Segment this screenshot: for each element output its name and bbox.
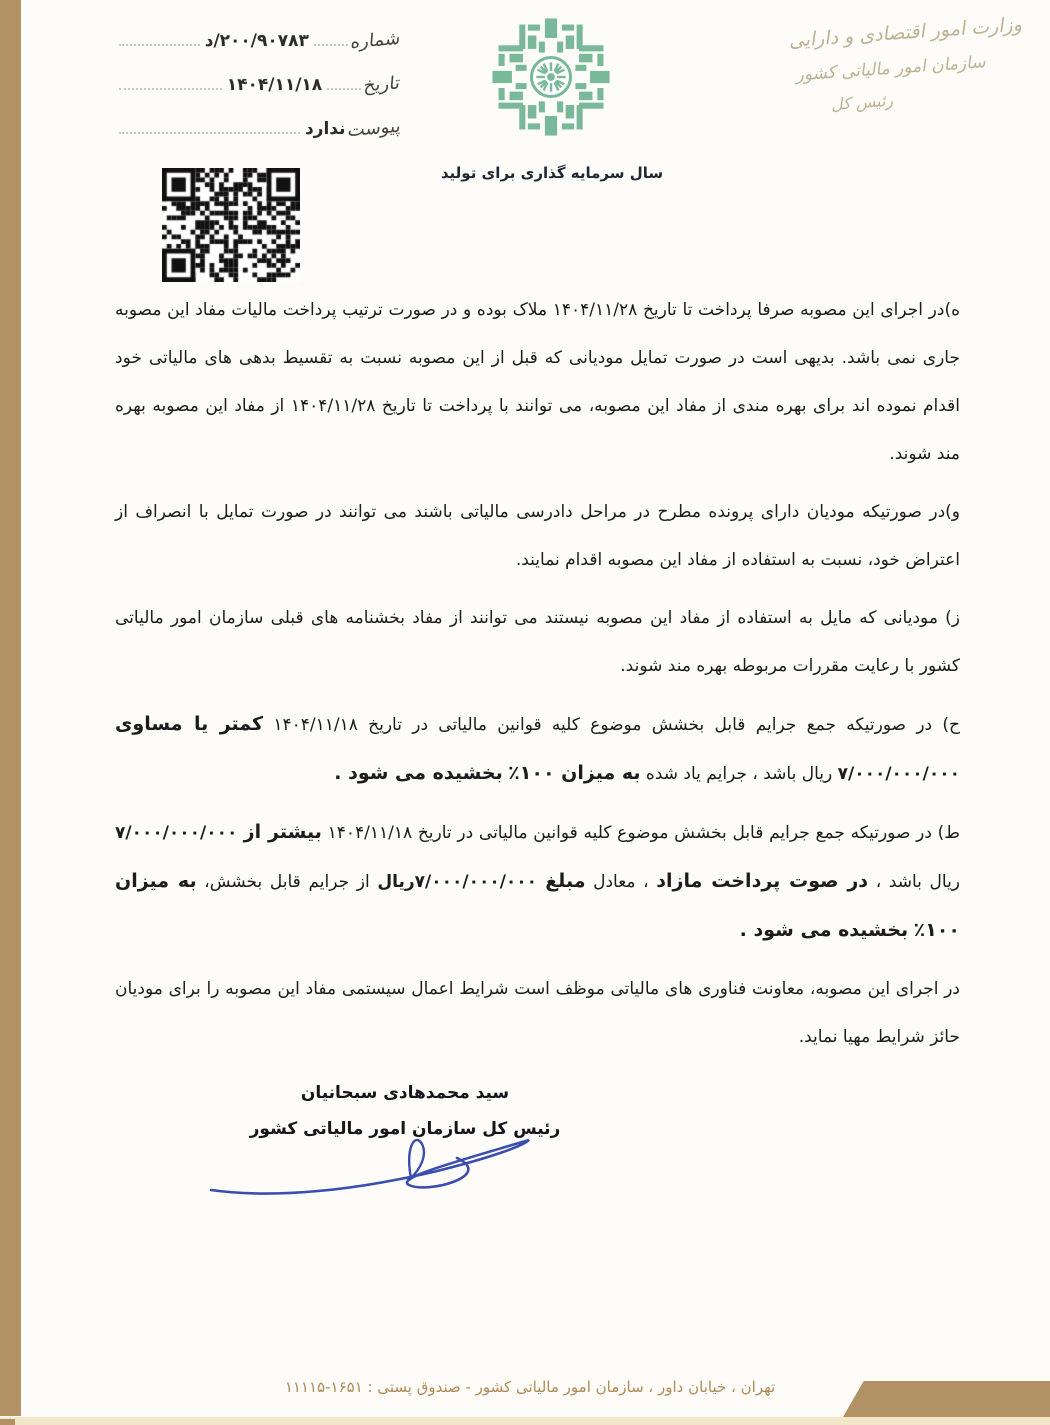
date-label: تاریخ xyxy=(363,72,402,97)
paragraph: و)در صورتیکه مودیان دارای پرونده مطرح در مراحل دادرسی مالیاتی باشند می توانند در صورت تمایل با انصراف از اعتراض خود، نسبت به استفاده از مفاد این مصوبه اقدام نمایند. xyxy=(115,502,960,570)
paragraph: در اجرای این مصوبه، معاونت فناوری های مالیاتی موظف است شرایط اعمال سیستمی مفاد این مصوبه را برای مودیان حائز شرایط مهیا نماید. xyxy=(115,979,960,1047)
role-title: رئیس کل xyxy=(830,90,896,115)
attachment-value: ندارد xyxy=(304,118,346,139)
dotted-line xyxy=(119,70,222,90)
handwritten-signature xyxy=(205,1102,535,1202)
field-row-date xyxy=(116,70,400,97)
number-label: شماره xyxy=(349,27,402,53)
campaign-slogan: سال سرمایه گذاری برای تولید xyxy=(440,164,664,182)
signatory-name: سید محمدهادی سبحانیان xyxy=(300,1083,510,1103)
ministry-name: وزارت امور اقتصادی و دارایی xyxy=(788,13,1025,52)
number-value: ۲۰۰/۹۰۷۸۳/د xyxy=(204,30,309,51)
tax-administration-logo-icon xyxy=(482,16,620,138)
field-row-number xyxy=(116,26,400,53)
left-edge-bar xyxy=(0,0,21,1416)
paragraph: ه)در اجرای این مصوبه صرفا پرداخت تا تاریخ ۱۴۰۴/۱۱/۲۸ ملاک بوده و در صورت ترتیب پرداخت مالیات مفاد این مصوبه جاری نمی باشد. بدیهی است در صورت تمایل مودیانی که قبل از این مصوبه نسبت به تقسیط بدهی های مالیاتی خود اقدام نموده اند برای بهره مندی از مفاد این مصوبه، می توانند با پرداخت تا تاریخ ۱۴۰۴/۱۱/۲۸ از مفاد این مصوبه بهره مند شوند. xyxy=(115,300,961,464)
paragraph: ط) در صورتیکه جمع جرایم قابل بخشش موضوع کلیه قوانین مالیاتی در تاریخ ۱۴۰۴/۱۱/۱۸ بیشتر از ۷/۰۰۰/۰۰۰/۰۰۰ ریال باشد ، در صوت پرداخت مازاد ، معادل مبلغ ۷/۰۰۰/۰۰۰/۰۰۰ریال از جرایم قابل بخشش، به میزان ۱۰۰٪ بخشیده می شود . xyxy=(115,821,961,941)
paragraph: ح) در صورتیکه جمع جرایم قابل بخشش موضوع کلیه قوانین مالیاتی در تاریخ ۱۴۰۴/۱۱/۱۸ کمتر یا مساوی ۷/۰۰۰/۰۰۰/۰۰۰ ریال باشد ، جرایم یاد شده به میزان ۱۰۰٪ بخشیده می شود . xyxy=(115,713,960,784)
dotted-line xyxy=(119,114,300,134)
header-fields xyxy=(116,26,400,158)
footer-accent-shape xyxy=(843,1381,1050,1417)
organization-name: سازمان امور مالیاتی کشور xyxy=(795,51,989,86)
bottom-edge-strip xyxy=(0,1417,1050,1425)
dotted-line xyxy=(119,26,200,46)
paragraph: ز) مودیانی که مایل به استفاده از مفاد این مصوبه نیستند می توانند از مفاد بخشنامه های قبلی سازمان امور مالیاتی کشور با رعایت مقررات مربوطه بهره مند شوند. xyxy=(115,608,960,676)
signatory-title: رئیس کل سازمان امور مالیاتی کشور xyxy=(249,1119,561,1139)
dotted-line xyxy=(327,70,361,90)
letterhead xyxy=(762,12,1042,119)
footer-address: تهران ، خیابان داور ، سازمان امور مالیاتی کشور - صندوق پستی : ۱۶۵۱-۱۱۱۱۵ xyxy=(284,1378,776,1396)
dotted-line xyxy=(314,26,348,46)
date-value: ۱۴۰۴/۱۱/۱۸ xyxy=(226,74,323,95)
letter-body xyxy=(115,286,960,1071)
attachment-label: پیوست xyxy=(346,115,402,142)
field-row-attachment xyxy=(116,114,400,141)
qr-code xyxy=(162,168,300,282)
bottom-corner-block xyxy=(0,1419,15,1425)
